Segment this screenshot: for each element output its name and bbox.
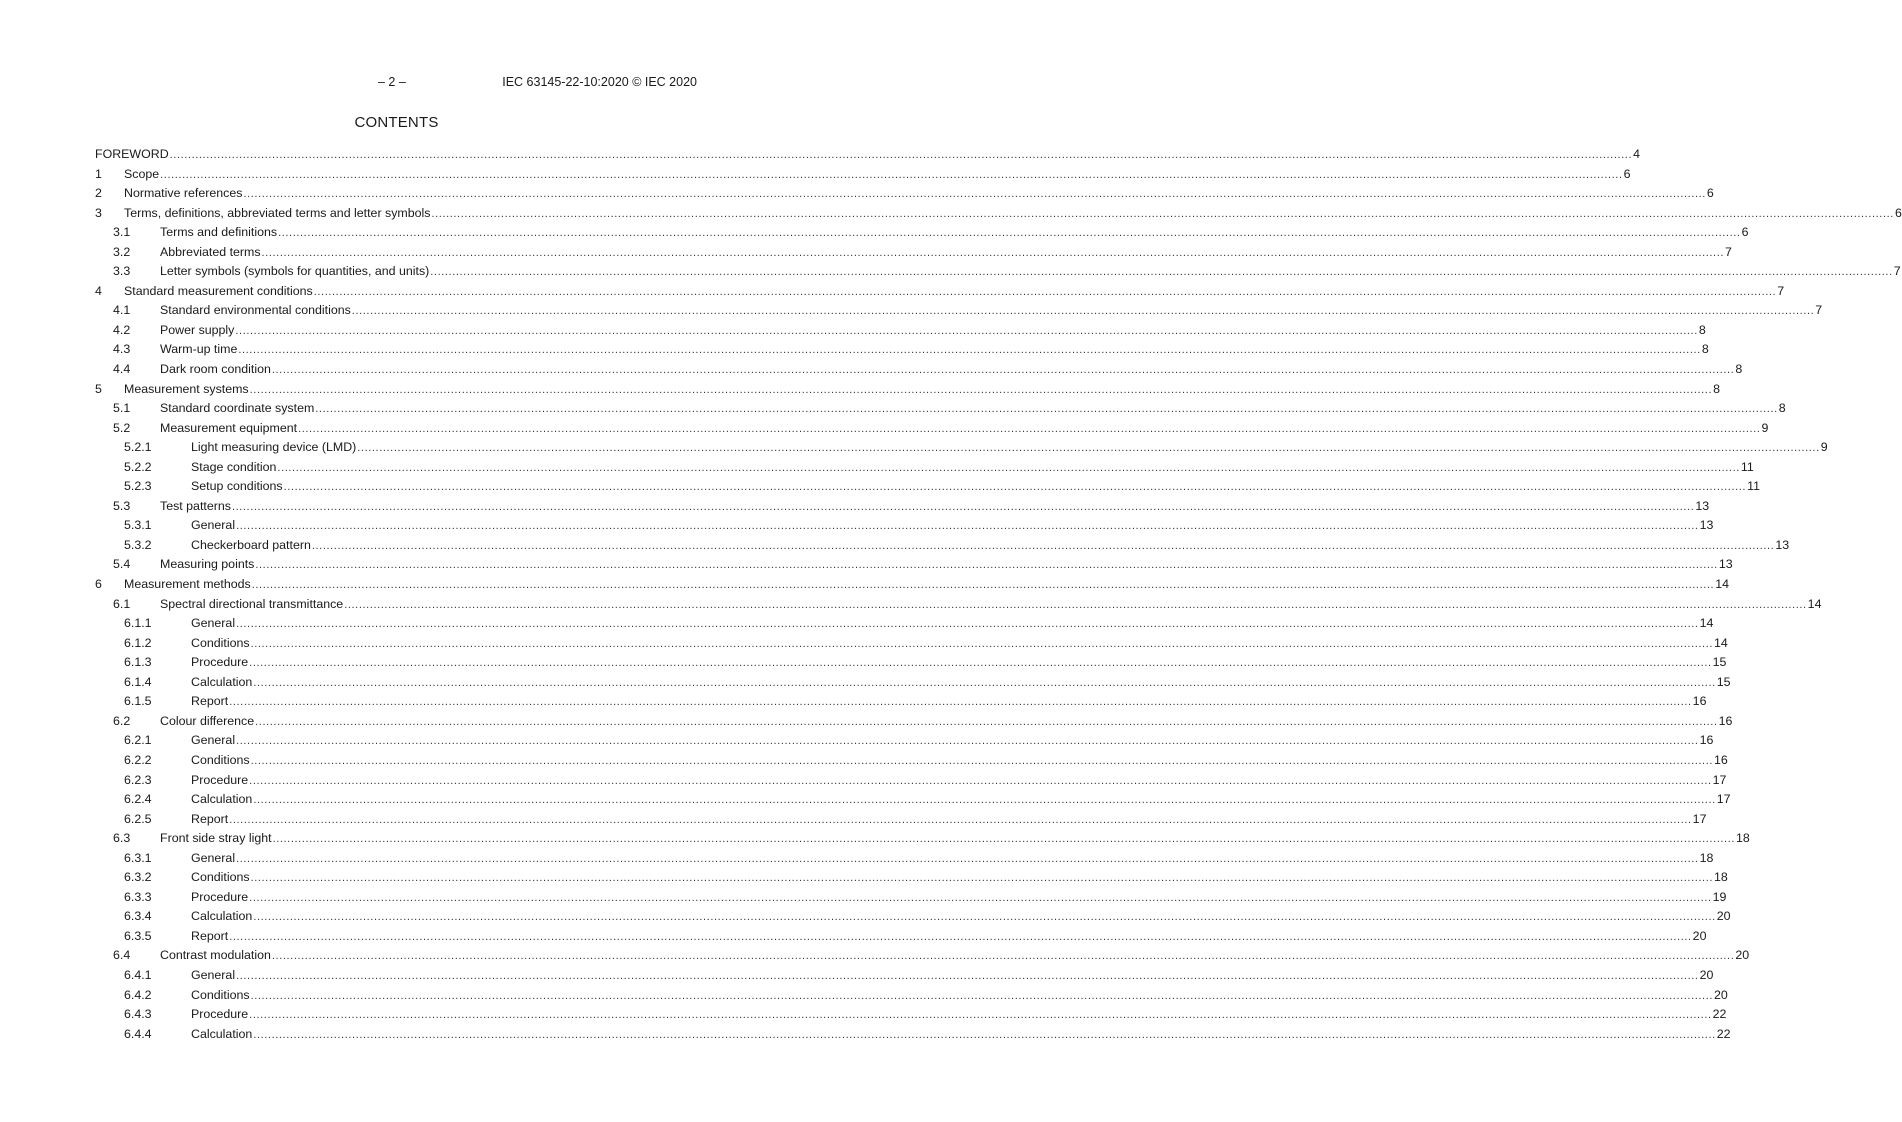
toc-entry-page: 17	[1712, 772, 1727, 787]
toc-entry-number: 6.1.5	[124, 694, 152, 709]
dot-leader: ................................................................................................................................................................................................................................................................................................................................................................................................................	[249, 891, 1712, 904]
toc-entry[interactable]	[95, 282, 1785, 302]
dot-leader: ................................................................................................................................................................................................................................................................................................................................................................................................................	[357, 442, 1820, 455]
toc-entry-number: 5.2.3	[124, 479, 152, 494]
table-of-contents	[95, 145, 1902, 1044]
toc-entry-page: 22	[1712, 1007, 1727, 1022]
toc-entry-label: Conditions	[191, 870, 250, 885]
toc-entry-number: 3	[95, 205, 102, 220]
toc-entry-number: 4.3	[113, 342, 131, 357]
toc-entry-line	[160, 399, 1786, 420]
toc-entry-line	[160, 262, 1901, 283]
toc-entry[interactable]	[95, 360, 1743, 380]
toc-entry-label: General	[191, 733, 236, 748]
toc-entry-number: 6.3.3	[124, 889, 152, 904]
toc-entry-number: 2	[95, 186, 102, 201]
toc-entry-page: 13	[1718, 557, 1733, 572]
dot-leader: ................................................................................................................................................................................................................................................................................................................................................................................................................	[251, 579, 1715, 592]
dot-leader: ................................................................................................................................................................................................................................................................................................................................................................................................................	[255, 715, 1718, 728]
toc-entry-label: Conditions	[191, 635, 250, 650]
dot-leader: ................................................................................................................................................................................................................................................................................................................................................................................................................	[253, 1028, 1716, 1041]
toc-entry-line	[191, 673, 1731, 694]
toc-entry-number: 5	[95, 381, 102, 396]
toc-entry[interactable]	[95, 380, 1721, 400]
toc-entry-page: 16	[1692, 694, 1707, 709]
toc-entry-number: 6.3.5	[124, 928, 152, 943]
toc-entry-page: 7	[1815, 303, 1823, 318]
toc-entry-page: 11	[1747, 479, 1760, 494]
toc-entry-line	[191, 907, 1731, 928]
toc-entry-number: 6.1	[113, 596, 131, 611]
toc-entry-line	[191, 790, 1731, 811]
toc-entry-label: Terms and definitions	[160, 225, 278, 240]
toc-entry-page: 7	[1777, 283, 1785, 298]
toc-entry-number: 6.2.5	[124, 811, 152, 826]
toc-entry[interactable]	[95, 262, 1901, 282]
dot-leader: ................................................................................................................................................................................................................................................................................................................................................................................................................	[311, 539, 1775, 552]
toc-entry-label: Measuring points	[160, 557, 255, 572]
toc-entry-page: 18	[1714, 870, 1728, 885]
toc-entry-page: 8	[1698, 322, 1706, 337]
toc-entry-line	[160, 419, 1769, 440]
toc-entry-label: Report	[191, 811, 229, 826]
toc-entry-line	[124, 282, 1785, 303]
toc-entry[interactable]	[95, 321, 1706, 341]
toc-entry[interactable]	[95, 927, 1707, 947]
dot-leader: ................................................................................................................................................................................................................................................................................................................................................................................................................	[229, 813, 1692, 826]
toc-entry[interactable]	[95, 595, 1822, 615]
toc-entry-line	[124, 204, 1902, 225]
dot-leader: ................................................................................................................................................................................................................................................................................................................................................................................................................	[313, 285, 1777, 298]
toc-entry[interactable]	[95, 516, 1714, 536]
dot-leader: ................................................................................................................................................................................................................................................................................................................................................................................................................	[315, 403, 1778, 416]
toc-entry-page: 17	[1716, 792, 1731, 807]
toc-entry-number: 5.3	[113, 498, 131, 513]
toc-entry-line	[160, 497, 1710, 518]
toc-entry-label: Report	[191, 694, 229, 709]
toc-entry-line	[191, 771, 1727, 792]
toc-entry[interactable]	[95, 868, 1728, 888]
toc-entry-page: 13	[1695, 498, 1710, 513]
toc-entry-label: Procedure	[191, 772, 249, 787]
toc-entry-number: 6.4.1	[124, 967, 152, 982]
toc-entry-page: 22	[1716, 1026, 1731, 1041]
toc-entry-page: 6	[1894, 205, 1902, 220]
toc-entry-page: 6	[1706, 186, 1714, 201]
toc-entry[interactable]	[95, 184, 1714, 204]
dot-leader: ................................................................................................................................................................................................................................................................................................................................................................................................................	[250, 989, 1714, 1002]
toc-entry[interactable]	[95, 555, 1733, 575]
toc-entry[interactable]	[95, 712, 1733, 732]
toc-entry-number: 5.3.2	[124, 537, 152, 552]
toc-entry-number: 6	[95, 577, 102, 592]
toc-entry-label: Calculation	[191, 909, 253, 924]
toc-entry-number: 6.2.4	[124, 792, 152, 807]
toc-entry[interactable]	[95, 634, 1728, 654]
toc-entry-page: 6	[1623, 166, 1631, 181]
document-id: IEC 63145-22-10:2020 © IEC 2020	[502, 75, 697, 89]
toc-entry-line	[160, 555, 1733, 576]
toc-entry-number: 6.3	[113, 831, 131, 846]
toc-entry-number: 6.1.3	[124, 655, 152, 670]
toc-entry-line	[191, 458, 1754, 479]
toc-entry-label: Procedure	[191, 889, 249, 904]
toc-entry-number: 6.1.4	[124, 674, 152, 689]
toc-entry-page: 16	[1699, 733, 1714, 748]
page-header	[0, 75, 793, 93]
toc-entry-label: Standard environmental conditions	[160, 303, 351, 318]
toc-entry-label: Front side stray light	[160, 831, 272, 846]
toc-entry-label: General	[191, 850, 236, 865]
toc-entry-number: 6.3.2	[124, 870, 152, 885]
toc-entry-page: 20	[1692, 928, 1707, 943]
dot-leader: ................................................................................................................................................................................................................................................................................................................................................................................................................	[431, 207, 1894, 220]
toc-entry-page: 13	[1699, 518, 1714, 533]
toc-entry[interactable]	[95, 575, 1729, 595]
toc-entry-number: 6.3.4	[124, 909, 152, 924]
toc-entry-line	[191, 614, 1714, 635]
toc-entry-line	[191, 653, 1727, 674]
toc-entry-label: Power supply	[160, 322, 235, 337]
toc-entry[interactable]	[95, 946, 1750, 966]
dot-leader: ................................................................................................................................................................................................................................................................................................................................................................................................................	[430, 266, 1893, 279]
toc-entry[interactable]	[95, 986, 1728, 1006]
toc-entry-label: Measurement systems	[124, 381, 249, 396]
dot-leader: ................................................................................................................................................................................................................................................................................................................................................................................................................	[271, 364, 1735, 377]
toc-entry-number: 6.4	[113, 948, 131, 963]
toc-entry-page: 18	[1736, 831, 1750, 846]
toc-entry-line	[191, 731, 1714, 752]
toc-entry-label: Colour difference	[160, 713, 255, 728]
toc-entry-line	[191, 438, 1828, 459]
dot-leader: ................................................................................................................................................................................................................................................................................................................................................................................................................	[271, 950, 1735, 963]
toc-entry-page: 20	[1716, 909, 1731, 924]
dot-leader: ................................................................................................................................................................................................................................................................................................................................................................................................................	[169, 149, 1633, 161]
dot-leader: ................................................................................................................................................................................................................................................................................................................................................................................................................	[253, 911, 1716, 924]
toc-entry-line	[191, 751, 1728, 772]
toc-entry-number: 4.2	[113, 322, 131, 337]
toc-entry-number: 6.1.2	[124, 635, 152, 650]
toc-entry-page: 7	[1893, 264, 1901, 279]
toc-entry-label: Setup conditions	[191, 479, 283, 494]
toc-entry[interactable]	[95, 810, 1707, 830]
toc-entry-line	[160, 360, 1743, 381]
dot-leader: ................................................................................................................................................................................................................................................................................................................................................................................................................	[249, 657, 1712, 670]
toc-entry-line	[160, 595, 1822, 616]
toc-entry-label: General	[191, 616, 236, 631]
toc-entry-page: 19	[1712, 889, 1727, 904]
dot-leader: ................................................................................................................................................................................................................................................................................................................................................................................................................	[249, 383, 1713, 396]
toc-entry-number: 6.4.3	[124, 1007, 152, 1022]
toc-entry[interactable]	[95, 692, 1707, 712]
toc-entry-number: 6.1.1	[124, 616, 152, 631]
toc-entry[interactable]	[95, 731, 1714, 751]
toc-entry-label: Light measuring device (LMD)	[191, 440, 357, 455]
toc-entry-label: Spectral directional transmittance	[160, 596, 344, 611]
toc-entry-label: Conditions	[191, 987, 250, 1002]
toc-entry[interactable]	[95, 888, 1727, 908]
toc-entry-label: Measurement equipment	[160, 420, 298, 435]
toc-entry-line	[191, 692, 1707, 713]
toc-entry-label: General	[191, 967, 236, 982]
toc-entry-number: 5.2	[113, 420, 131, 435]
toc-entry-line	[191, 536, 1790, 557]
dot-leader: ................................................................................................................................................................................................................................................................................................................................................................................................................	[229, 696, 1692, 709]
toc-entry-label: Test patterns	[160, 498, 231, 513]
toc-entry-page: 8	[1735, 362, 1743, 377]
toc-entry-number: 6.2	[113, 713, 131, 728]
toc-entry-label: Checkerboard pattern	[191, 537, 311, 552]
dot-leader: ................................................................................................................................................................................................................................................................................................................................................................................................................	[250, 637, 1714, 650]
toc-entry-line	[191, 477, 1760, 498]
dot-leader: ................................................................................................................................................................................................................................................................................................................................................................................................................	[243, 188, 1706, 201]
toc-entry-number: 3.3	[113, 264, 131, 279]
toc-entry-line	[124, 184, 1714, 205]
dot-leader: ................................................................................................................................................................................................................................................................................................................................................................................................................	[249, 774, 1712, 787]
toc-entry-label: Stage condition	[191, 459, 277, 474]
toc-entry-line	[191, 888, 1727, 909]
toc-entry-label: Procedure	[191, 655, 249, 670]
toc-entry-label: Warm-up time	[160, 342, 238, 357]
toc-entry-page: 17	[1692, 811, 1707, 826]
toc-entry-number: 6.4.2	[124, 987, 152, 1002]
toc-entry-page: 8	[1778, 401, 1786, 416]
toc-entry-page: 18	[1699, 850, 1714, 865]
toc-entry[interactable]	[95, 399, 1786, 419]
toc-entry-page: 11	[1740, 459, 1754, 474]
toc-entry-label: General	[191, 518, 236, 533]
toc-entry[interactable]	[95, 790, 1731, 810]
dot-leader: ................................................................................................................................................................................................................................................................................................................................................................................................................	[283, 481, 1747, 494]
toc-entry-label: Calculation	[191, 792, 253, 807]
dot-leader: ................................................................................................................................................................................................................................................................................................................................................................................................................	[236, 969, 1699, 982]
toc-entry[interactable]	[95, 771, 1727, 791]
toc-entry-page: 20	[1699, 967, 1714, 982]
toc-entry-line	[160, 829, 1750, 850]
toc-entry[interactable]	[95, 145, 1641, 165]
dot-leader: ................................................................................................................................................................................................................................................................................................................................................................................................................	[236, 520, 1699, 533]
toc-entry-page: 20	[1714, 987, 1728, 1002]
toc-entry-page: 16	[1714, 752, 1728, 767]
toc-entry-line	[191, 516, 1714, 537]
toc-entry-number: 1	[95, 166, 102, 181]
toc-entry-number: 6.2.1	[124, 733, 152, 748]
toc-entry-line	[191, 634, 1728, 655]
toc-entry[interactable]	[95, 1025, 1731, 1045]
toc-entry-line	[191, 849, 1714, 870]
dot-leader: ................................................................................................................................................................................................................................................................................................................................................................................................................	[344, 598, 1807, 611]
page-title: CONTENTS	[354, 114, 439, 131]
dot-leader: ................................................................................................................................................................................................................................................................................................................................................................................................................	[261, 246, 1725, 259]
toc-entry-line	[124, 165, 1631, 186]
dot-leader: ................................................................................................................................................................................................................................................................................................................................................................................................................	[298, 422, 1761, 435]
toc-entry-number: 6.3.1	[124, 850, 152, 865]
toc-entry-page: 14	[1807, 596, 1822, 611]
toc-entry-label: Terms, definitions, abbreviated terms and letter symbols	[124, 205, 431, 220]
toc-entry-line	[191, 868, 1728, 889]
toc-entry[interactable]	[95, 340, 1709, 360]
toc-entry-page: 9	[1761, 420, 1769, 435]
dot-leader: ................................................................................................................................................................................................................................................................................................................................................................................................................	[253, 676, 1716, 689]
dot-leader: ................................................................................................................................................................................................................................................................................................................................................................................................................	[250, 754, 1714, 767]
dot-leader: ................................................................................................................................................................................................................................................................................................................................................................................................................	[229, 930, 1692, 943]
toc-entry-line	[160, 946, 1750, 967]
toc-entry[interactable]	[95, 653, 1727, 673]
page-number: – 2 –	[378, 75, 406, 89]
toc-entry-page: 15	[1712, 655, 1727, 670]
toc-entry-page: 4	[1633, 147, 1641, 161]
toc-entry[interactable]	[95, 438, 1828, 458]
toc-entry-label: Contrast modulation	[160, 948, 271, 963]
toc-entry-label: Abbreviated terms	[160, 244, 261, 259]
toc-entry[interactable]	[95, 204, 1902, 224]
dot-leader: ................................................................................................................................................................................................................................................................................................................................................................................................................	[278, 227, 1741, 240]
toc-entry-page: 14	[1714, 635, 1728, 650]
toc-entry-number: 5.4	[113, 557, 131, 572]
toc-entry-number: 4	[95, 283, 102, 298]
dot-leader: ................................................................................................................................................................................................................................................................................................................................................................................................................	[238, 344, 1701, 357]
toc-entry[interactable]	[95, 458, 1754, 478]
toc-entry-line	[160, 223, 1749, 244]
toc-entry-label: Letter symbols (symbols for quantities, and units)	[160, 264, 430, 279]
toc-entry-line	[160, 712, 1733, 733]
dot-leader: ................................................................................................................................................................................................................................................................................................................................................................................................................	[277, 461, 1740, 474]
toc-entry-line	[160, 301, 1823, 322]
toc-entry[interactable]	[95, 849, 1714, 869]
toc-entry-line	[191, 966, 1714, 987]
toc-entry-number: 5.1	[113, 401, 131, 416]
toc-entry-label: Standard coordinate system	[160, 401, 315, 416]
toc-entry[interactable]	[95, 419, 1769, 439]
toc-entry-number: 6.4.4	[124, 1026, 152, 1041]
dot-leader: ................................................................................................................................................................................................................................................................................................................................................................................................................	[231, 500, 1695, 513]
dot-leader: ................................................................................................................................................................................................................................................................................................................................................................................................................	[351, 305, 1815, 318]
toc-entry-number: 4.1	[113, 303, 131, 318]
toc-entry-number: 6.2.2	[124, 752, 152, 767]
toc-entry-page: 14	[1715, 577, 1729, 592]
dot-leader: ................................................................................................................................................................................................................................................................................................................................................................................................................	[255, 559, 1718, 572]
dot-leader: ................................................................................................................................................................................................................................................................................................................................................................................................................	[235, 324, 1698, 337]
toc-entry-number: 4.4	[113, 362, 131, 377]
toc-entry[interactable]	[95, 614, 1714, 634]
toc-entry[interactable]	[95, 497, 1710, 517]
toc-entry-page: 9	[1820, 440, 1828, 455]
toc-entry-number: 3.1	[113, 225, 131, 240]
toc-entry[interactable]	[95, 966, 1714, 986]
dot-leader: ................................................................................................................................................................................................................................................................................................................................................................................................................	[160, 168, 1623, 181]
toc-entry-line	[191, 927, 1707, 948]
toc-entry-page: 16	[1718, 713, 1733, 728]
toc-entry-line	[160, 321, 1706, 342]
toc-entry-label: Calculation	[191, 1026, 253, 1041]
toc-entry-line	[191, 1025, 1731, 1046]
toc-entry-number: 3.2	[113, 244, 131, 259]
toc-entry-number: 5.2.2	[124, 459, 152, 474]
toc-entry-line	[124, 575, 1729, 596]
toc-entry[interactable]	[95, 165, 1631, 185]
toc-entry-label: Conditions	[191, 752, 250, 767]
toc-entry-label: Calculation	[191, 674, 253, 689]
toc-entry-line	[191, 986, 1728, 1007]
toc-entry-line	[95, 145, 1641, 166]
toc-entry-label: Normative references	[124, 186, 243, 201]
toc-entry-line	[191, 1005, 1727, 1026]
toc-entry-label: Report	[191, 928, 229, 943]
toc-entry-page: 8	[1701, 342, 1709, 357]
toc-entry-label: Procedure	[191, 1007, 249, 1022]
dot-leader: ................................................................................................................................................................................................................................................................................................................................................................................................................	[236, 735, 1699, 748]
toc-entry[interactable]	[95, 536, 1790, 556]
dot-leader: ................................................................................................................................................................................................................................................................................................................................................................................................................	[272, 833, 1736, 846]
toc-entry[interactable]	[95, 829, 1750, 849]
toc-entry-page: 20	[1735, 948, 1750, 963]
toc-entry-label: Measurement methods	[124, 577, 251, 592]
toc-entry[interactable]	[95, 1005, 1727, 1025]
toc-entry-label: FOREWORD	[95, 147, 169, 161]
toc-entry[interactable]	[95, 301, 1823, 321]
toc-entry-page: 8	[1713, 381, 1721, 396]
dot-leader: ................................................................................................................................................................................................................................................................................................................................................................................................................	[236, 852, 1699, 865]
toc-entry[interactable]	[95, 907, 1731, 927]
toc-entry-page: 7	[1725, 244, 1732, 259]
toc-entry[interactable]	[95, 673, 1731, 693]
toc-entry-page: 15	[1716, 674, 1731, 689]
dot-leader: ................................................................................................................................................................................................................................................................................................................................................................................................................	[253, 794, 1716, 807]
toc-entry-page: 14	[1699, 616, 1714, 631]
toc-entry[interactable]	[95, 223, 1749, 243]
toc-entry-label: Scope	[124, 166, 160, 181]
toc-entry-line	[160, 340, 1709, 361]
toc-entry-line	[160, 243, 1732, 264]
toc-entry[interactable]	[95, 243, 1732, 263]
toc-entry[interactable]	[95, 477, 1760, 497]
toc-entry-label: Standard measurement conditions	[124, 283, 313, 298]
toc-entry-page: 6	[1741, 225, 1749, 240]
toc-entry-label: Dark room condition	[160, 362, 271, 377]
toc-entry-line	[191, 810, 1707, 831]
toc-entry-number: 5.2.1	[124, 440, 152, 455]
dot-leader: ................................................................................................................................................................................................................................................................................................................................................................................................................	[236, 618, 1699, 631]
toc-entry-page: 13	[1775, 537, 1790, 552]
toc-entry-line	[124, 380, 1721, 401]
dot-leader: ................................................................................................................................................................................................................................................................................................................................................................................................................	[249, 1009, 1712, 1022]
toc-entry[interactable]	[95, 751, 1728, 771]
toc-entry-number: 6.2.3	[124, 772, 152, 787]
dot-leader: ................................................................................................................................................................................................................................................................................................................................................................................................................	[250, 872, 1714, 885]
toc-entry-number: 5.3.1	[124, 518, 152, 533]
